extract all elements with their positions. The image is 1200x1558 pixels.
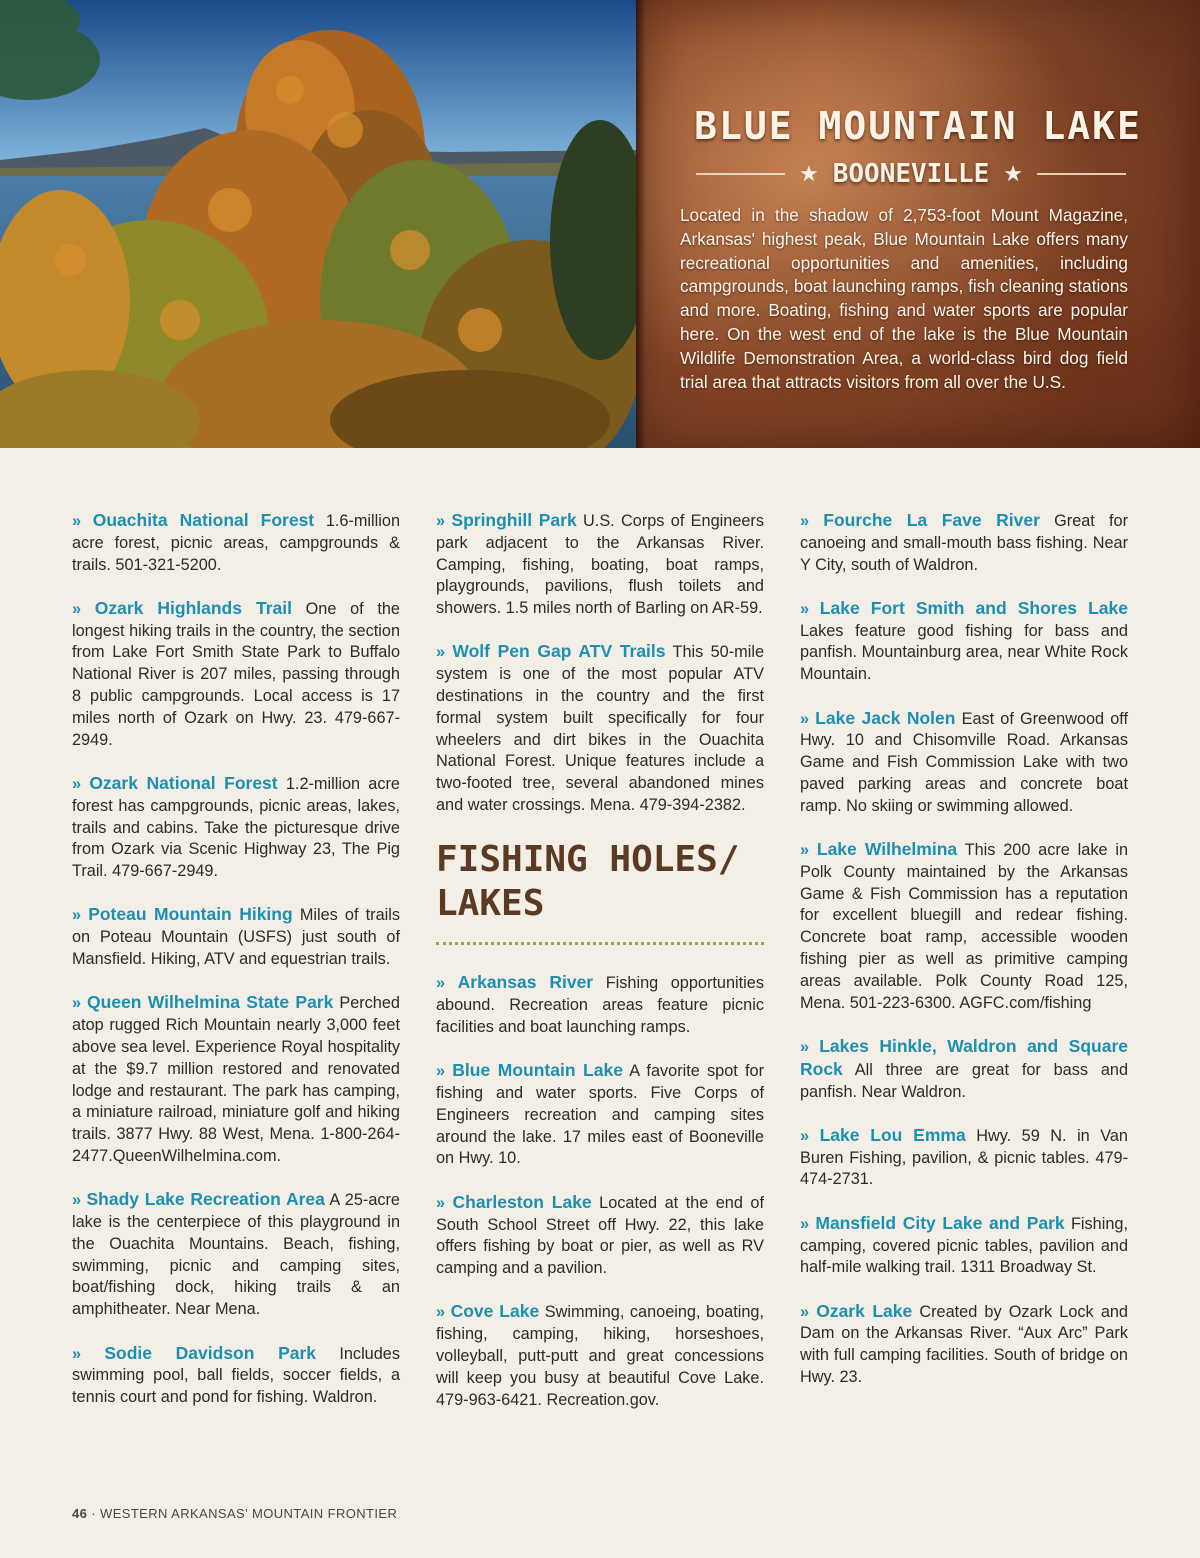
list-item [72, 510, 400, 576]
attraction-description: Perched atop rugged Rich Mountain nearly 3,000 feet above sea level. Experience Royal hospitality at the $9.7 million restored and renovated lodge and restaurant. The park has camping, a miniature railroad, miniature golf and hiking trails. 3877 Hwy. 88 West, Mena. 1-800-264-2477.QueenWilhelmina.com. [72, 994, 400, 1165]
chevron-icon: » [800, 841, 810, 860]
attraction-name[interactable]: Ouachita National Forest [92, 510, 315, 530]
attraction-description: All three are great for bass and panfish. Near Waldron. [800, 1060, 1129, 1101]
attraction-name[interactable]: Mansfield City Lake and Park [815, 1212, 1065, 1233]
attraction-name[interactable]: Arkansas River [457, 972, 594, 993]
chevron-icon: » [72, 1344, 82, 1363]
attraction-name[interactable]: Cove Lake [450, 1301, 540, 1322]
chevron-icon: » [800, 1302, 810, 1321]
chevron-icon: » [800, 599, 810, 618]
list-item [800, 598, 1128, 686]
chevron-icon: » [72, 1191, 82, 1210]
list-item [72, 1343, 400, 1409]
attraction-description: A 25-acre lake is the centerpiece of this playground in the Ouachita Mountains. Beach, fishing, swimming, picnic and camping sites, boat/fishing dock, hiking trails & an amphitheater. Near Mena. [72, 1191, 400, 1319]
attraction-name[interactable]: Charleston Lake [452, 1191, 592, 1212]
attraction-description: U.S. Corps of Engineers park adjacent to the Arkansas River. Camping, fishing, boating, boat ramps, playgrounds, pavilions, flush toilets and showers. 1.5 miles north of Barling on AR-59. [436, 512, 764, 618]
column-3 [800, 510, 1128, 1410]
attraction-description: 1.6-million acre forest, picnic areas, campgrounds & trails. 501-321-5200. [72, 512, 401, 574]
attraction-description: Fishing, camping, covered picnic tables, pavilion and half-mile walking trail. 1311 Broadway St. [800, 1214, 1128, 1277]
chevron-icon: » [800, 1037, 810, 1056]
attraction-description: Lakes feature good fishing for bass and panfish. Mountainburg area, near White Rock Mountain. [800, 621, 1128, 684]
hero-description: Located in the shadow of 2,753-foot Mount Magazine, Arkansas' highest peak, Blue Mountain Lake offers many recreational opportunities and amenities, including campgrounds, boat launching ramps, fish cleaning stations and more. Boating, fishing and water sports are popular here. On the west end of the lake is the Blue Mountain Wildlife Demonstration Area, a world-class bird dog field trial area that attracts visitors from all over the U.S. [680, 205, 1128, 392]
chevron-icon: » [800, 709, 810, 728]
list-item [800, 1213, 1128, 1279]
divider-right [1037, 173, 1126, 175]
attraction-description: This 200 acre lake in Polk County maintained by the Arkansas Game & Fish Commission has a reputation for excellent bluegill and redear fishing. Concrete boat ramp, accessible wooden fishing pier as well as primitive camping areas available. Polk County Road 125, Mena. 501-223-6300. AGFC.com/fishing [800, 841, 1128, 1012]
star-icon: ★ [799, 161, 819, 187]
chevron-icon: » [800, 1214, 810, 1233]
attraction-description: Includes swimming pool, ball fields, soccer fields, a tennis court and pond for fishing. Waldron. [72, 1344, 400, 1407]
hero-info-panel [636, 0, 1200, 448]
list-item [800, 708, 1128, 818]
attraction-name[interactable]: Lake Lou Emma [819, 1124, 966, 1145]
attraction-name[interactable]: Shady Lake Recreation Area [86, 1189, 325, 1210]
attraction-name[interactable]: Poteau Mountain Hiking [88, 904, 293, 925]
divider-left [696, 173, 785, 175]
chevron-icon: » [436, 512, 446, 530]
list-item [436, 1060, 764, 1170]
list-item [436, 641, 764, 816]
chevron-icon: » [436, 1303, 446, 1322]
attraction-description: This 50-mile system is one of the most popular ATV destinations in the country and the first formal system built specifically for four wheelers and dirt bikes in the Ouachita National Forest. Unique features include a two-footed tree, several abandoned mines and water crossings. Mena. 479-394-2382. [436, 643, 765, 815]
list-item [800, 839, 1128, 1014]
attraction-description: A favorite spot for fishing and water sports. Five Corps of Engineers recreation and camping sites around the lake. 17 miles east of Booneville on Hwy. 10. [436, 1062, 765, 1168]
column-1 [72, 510, 400, 1430]
list-item [436, 972, 764, 1038]
list-item [72, 1189, 400, 1321]
attraction-description: Swimming, canoeing, boating, fishing, camping, hiking, horseshoes, volleyball, putt-putt and great concessions will keep you busy at beautiful Cove Lake. 479-963-6421. Recreation.gov. [436, 1303, 764, 1409]
attraction-name[interactable]: Fourche La Fave River [823, 510, 1040, 530]
attraction-name[interactable]: Lake Wilhelmina [816, 839, 958, 860]
attraction-name[interactable]: Ozark National Forest [89, 772, 278, 793]
page-footer [72, 1506, 397, 1521]
attraction-description: East of Greenwood off Hwy. 10 and Chisomville Road. Arkansas Game and Fish Commission Lake with two paved parking areas and concrete boat ramp. No skiing or swimming allowed. [800, 709, 1129, 815]
list-item [72, 598, 400, 752]
page-number: 46 [72, 1506, 88, 1521]
list-item [800, 510, 1128, 576]
attraction-name[interactable]: Lake Jack Nolen [815, 707, 956, 728]
list-item [72, 773, 400, 883]
chevron-icon: » [800, 1126, 810, 1145]
chevron-icon: » [72, 599, 82, 618]
chevron-icon: » [800, 512, 810, 530]
chevron-icon: » [72, 774, 82, 793]
attraction-description: One of the longest hiking trails in the country, the section from Lake Fort Smith State Park to Buffalo National River is 207 miles, passing through 8 public campgrounds. Local access is 17 miles north of Ozark on Hwy. 23. 479-667-2949. [72, 599, 400, 749]
list-item [800, 1301, 1128, 1389]
list-item [436, 1192, 764, 1280]
section-heading: FISHING HOLES/ LAKES [436, 839, 740, 925]
attraction-name[interactable]: Lakes Hinkle, Waldron and Square Rock [800, 1035, 1129, 1079]
list-item [72, 904, 400, 970]
list-item [800, 1125, 1128, 1191]
publication-name: WESTERN ARKANSAS' MOUNTAIN FRONTIER [100, 1506, 398, 1521]
attraction-description: Great for canoeing and small-mouth bass fishing. Near Y City, south of Waldron. [800, 512, 1129, 574]
attraction-name[interactable]: Ozark Highlands Trail [94, 597, 292, 618]
list-item [436, 1301, 764, 1411]
chevron-icon: » [436, 643, 446, 662]
footer-separator: · [91, 1506, 97, 1521]
subtitle-row [696, 154, 1126, 194]
attraction-description: Located at the end of South School Street off Hwy. 22, this lake offers fishing by boat or pier, as well as RV camping and a pavilion. [436, 1193, 764, 1278]
lake-landscape-illustration [0, 0, 636, 448]
section-divider [436, 942, 764, 946]
chevron-icon: » [436, 1062, 446, 1081]
attraction-name[interactable]: Queen Wilhelmina State Park [87, 992, 334, 1013]
attraction-description: Fishing opportunities abound. Recreation areas feature picnic facilities and boat launching ramps. [436, 974, 764, 1036]
subtitle: BOONEVILLE [832, 159, 990, 189]
chevron-icon: » [72, 906, 82, 925]
attraction-name[interactable]: Wolf Pen Gap ATV Trails [452, 641, 666, 662]
attraction-name[interactable]: Springhill Park [451, 510, 577, 530]
attraction-name[interactable]: Sodie Davidson Park [104, 1342, 317, 1363]
attraction-description: 1.2-million acre forest has campgrounds, picnic areas, lakes, trails and cabins. Take the picturesque drive from Ozark via Scenic Highway 23, The Pig Trail. 479-667-2949. [72, 774, 400, 881]
list-item [436, 510, 764, 620]
chevron-icon: » [72, 994, 82, 1013]
attraction-name[interactable]: Blue Mountain Lake [452, 1060, 623, 1081]
chevron-icon: » [436, 974, 446, 993]
page-title: BLUE MOUNTAIN LAKE [694, 104, 1142, 148]
attraction-name[interactable]: Lake Fort Smith and Shores Lake [819, 597, 1128, 618]
chevron-icon: » [72, 512, 82, 530]
hero-photo [0, 0, 636, 448]
list-item [72, 992, 400, 1167]
star-icon: ★ [1003, 161, 1024, 187]
attraction-description: Hwy. 59 N. in Van Buren Fishing, pavilion, & picnic tables. 479-474-2731. [800, 1126, 1128, 1189]
chevron-icon: » [436, 1193, 446, 1212]
attraction-name[interactable]: Ozark Lake [816, 1300, 913, 1321]
attraction-description: Created by Ozark Lock and Dam on the Arkansas River. “Aux Arc” Park with full camping facilities. South of bridge on Hwy. 23. [800, 1302, 1128, 1386]
list-item [800, 1036, 1128, 1103]
column-2 [436, 510, 764, 1433]
attraction-description: Miles of trails on Poteau Mountain (USFS) just south of Mansfield. Hiking, ATV and equestrian trails. [72, 906, 400, 969]
